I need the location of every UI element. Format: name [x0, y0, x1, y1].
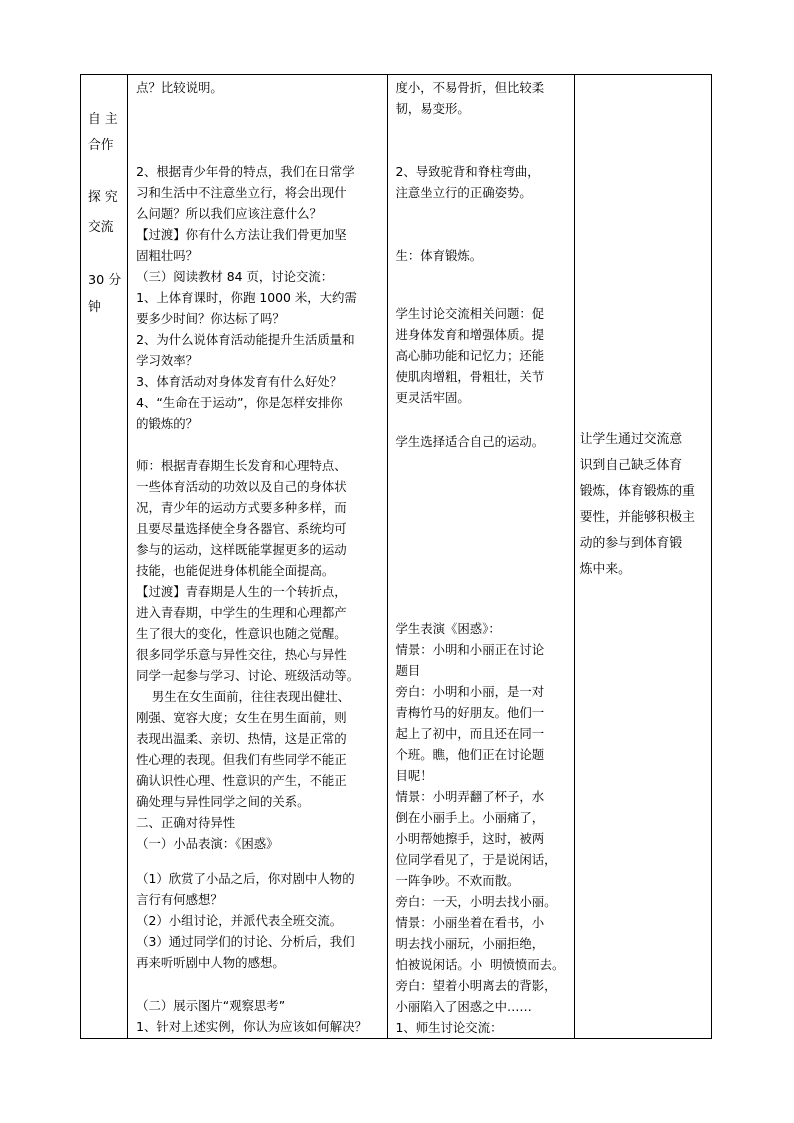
teacher-activity-cell	[128, 75, 388, 1039]
teacher-text-1: 点？比较说明。	[136, 80, 223, 95]
teacher-text-4: （1）欣赏了小品之后，你对剧中人物的 言行有何感想？ （2）小组讨论，并派代表全班交流。 （3）通过同学们的讨论、分析后，我们 再来听听剧中人物的感想。	[136, 871, 355, 970]
stage-label-1: 自 主	[88, 112, 118, 127]
teacher-text-3: 师：根据青春期生长发育和心理特点、 一些体育活动的功效以及自己的身体状 况，青少年的运动方式要多种多样，而 且要尽量选择使全身各器官、系统均可 参与的运动，这样既能掌握更多的运动 技能，也能促进身体机能全面提高。 【过渡】青春期是人生的一个转折点， 进入青春期，中学生的生理和心理都产 生了很大的变化，性意识也随之觉醒。 很多同学乐意与异性交往，热心与异性 同学一起参与学习、讨论、班级活动等。 男生在女生面前，往往表现出健壮、 刚强、宽容大度；女生在男生面前，则 表现出温柔、亲切、热情，这是正常的 性心理的表现。但我们有些同学不能正 确认识性心理、性意识的产生，不能正 确处理与异性同学之间的关系。 二、正确对待异性 （一）小品表演：《困惑》	[136, 458, 360, 851]
stage-label-3: 探 究	[88, 190, 118, 205]
student-text-5: 学生选择适合自己的运动。	[395, 434, 545, 449]
student-text-1: 度小，不易骨折，但比较柔 韧，易变形。	[395, 80, 545, 116]
student-text-3: 生：体育锻炼。	[395, 248, 483, 263]
stage-label-time: 30 分	[88, 273, 122, 288]
teacher-text-5: （二）展示图片“观察思考” 1、针对上述实例，你认为应该如何解决？	[136, 998, 367, 1034]
design-intent-cell	[574, 75, 711, 1039]
stage-cell	[81, 75, 128, 1039]
stage-label-2: 合作	[88, 138, 114, 153]
student-text-4: 学生讨论交流相关问题：促 进身体发育和增强体质。提 高心肺功能和记忆力；还能 使肌肉增粗，骨粗壮，关节 更灵活牢固。	[395, 306, 545, 405]
teacher-text-2: 2、根据青少年骨的特点，我们在日常学 习和生活中不注意坐立行，将会出现什 么问题？所以我们应该注意什么？ 【过渡】你有什么方法让我们骨更加坚 固粗壮吗？ （三）阅读教材 84 页，讨论交流： 1、上体育课时，你跑 1000 米，大约需 要多少时间？你达标了吗？ 2、为什么说体育活动能提升生活质量和 学习效率？ 3、体育活动对身体发育有什么好处？ 4、“生命在于运动”，你是怎样安排你 的锻炼的？	[136, 164, 357, 431]
stage-label-4: 交流	[88, 220, 114, 235]
student-activity-cell	[388, 75, 574, 1039]
stage-label-unit: 钟	[88, 300, 101, 315]
student-text-2: 2、导致驼背和脊柱弯曲， 注意坐立行的正确姿势。	[395, 164, 540, 200]
design-intent-text: 让学生通过交流意 识到自己缺乏体育 锻炼，体育锻炼的重 要性，并能够积极主 动的参与到体育锻 炼中来。	[579, 432, 695, 577]
student-text-6: 学生表演《困惑》： 情景：小明和小丽正在讨论 题目 旁白：小明和小丽，是一对 青梅竹马的好朋友。他们一 起上了初中，而且还在同一 个班。瞧，他们正在讨论题 目呢！ 情景：小明弄翻了杯子，水 倒在小丽手上。小丽痛了， 小明帮她擦手，这时，被两 位同学看见了，于是说闲话， 一阵争吵。不欢而散。 旁白：一天，小明去找小丽。 情景：小丽坐着在看书，小 明去找小丽玩，小丽拒绝， 怕被说闲话。小 明愤愤而去。 旁白：望着小明离去的背影， 小丽陷入了困惑之中…… 1、师生讨论交流：	[395, 621, 565, 1035]
lesson-plan-table	[80, 74, 712, 1039]
